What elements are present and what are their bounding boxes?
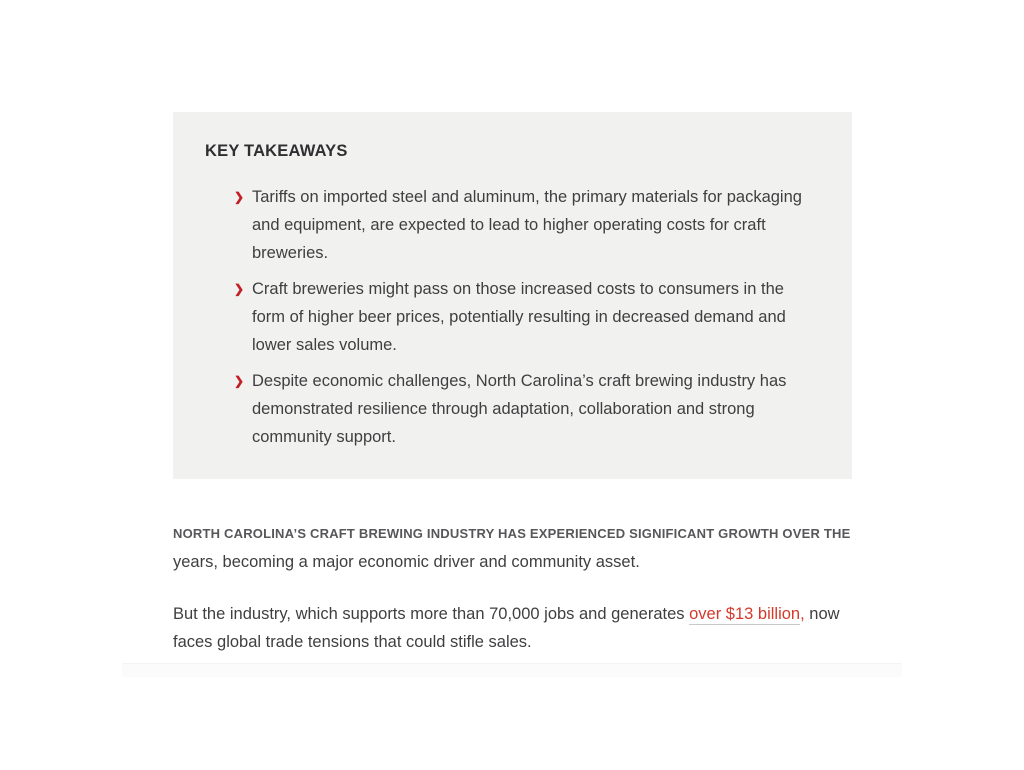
lead-paragraph-rest: years, becoming a major economic driver and community asset. (173, 553, 640, 571)
section-divider-band (122, 663, 902, 677)
takeaway-item-text: Craft breweries might pass on those increased costs to consumers in the form of higher beer prices, potentially resulting in decreased demand and lower sales volume. (252, 280, 786, 354)
second-paragraph-text-before: But the industry, which supports more than 70,000 jobs and generates (173, 605, 690, 623)
lead-paragraph (173, 519, 852, 576)
takeaways-list (205, 183, 820, 451)
second-paragraph-text-after: now faces global trade tensions that could stifle sales. (173, 605, 840, 651)
takeaway-item (235, 275, 820, 359)
key-takeaways-box (173, 112, 852, 479)
chevron-right-icon: ❯ (234, 282, 245, 296)
over-13-billion-link[interactable]: over $13 billion (689, 605, 801, 623)
takeaway-item (235, 183, 820, 267)
takeaway-item (235, 367, 820, 451)
second-paragraph (173, 600, 852, 656)
lead-paragraph-bold-intro: NORTH CAROLINA’S CRAFT BREWING INDUSTRY HAS EXPERIENCED SIGNIFICANT GROWTH OVER THE (173, 526, 851, 541)
takeaway-item-text: Despite economic challenges, North Carolina’s craft brewing industry has demonstrated resilience through adaptation, collaboration and strong community support. (252, 372, 787, 446)
key-takeaways-title: KEY TAKEAWAYS (205, 142, 348, 160)
chevron-right-icon: ❯ (234, 190, 245, 204)
chevron-right-icon: ❯ (234, 374, 245, 388)
takeaway-item-text: Tariffs on imported steel and aluminum, the primary materials for packaging and equipment, are expected to lead to higher operating costs for craft breweries. (252, 188, 802, 262)
article-content (173, 112, 852, 656)
link-trailing-comma: , (800, 605, 805, 623)
